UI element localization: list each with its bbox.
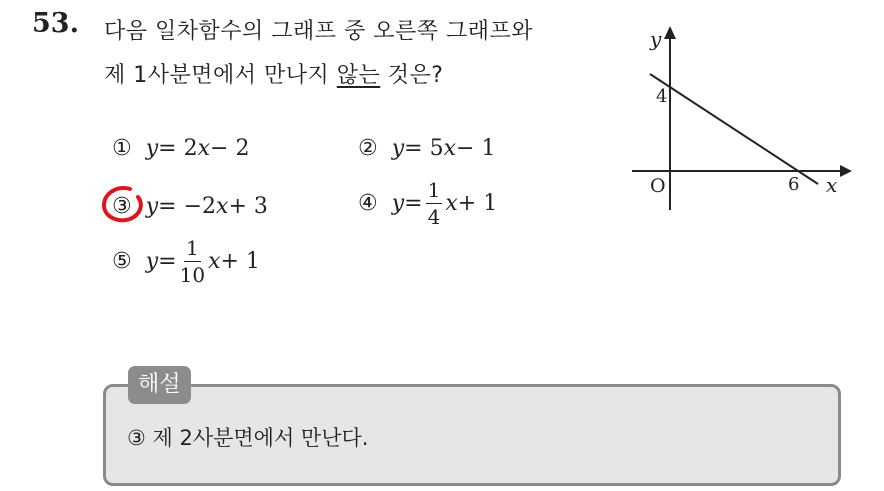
option-5-number: ⑤ (112, 249, 132, 274)
question-number: 53. (32, 8, 79, 39)
option-4-numerator: 1 (427, 178, 441, 202)
option-4 (358, 180, 497, 227)
coordinate-graph (628, 24, 853, 214)
option-2-const: − 1 (456, 136, 496, 161)
option-1-number: ① (112, 136, 132, 161)
option-3-const: + 3 (228, 194, 268, 219)
option-5-fraction (180, 238, 205, 285)
option-3-coef: = −2 (158, 194, 217, 219)
option-5-denominator: 10 (179, 263, 206, 287)
option-4-fraction (426, 180, 443, 227)
question-line-2-end: 것은? (380, 63, 444, 88)
option-2 (358, 136, 495, 161)
option-4-equals: = (404, 191, 423, 216)
option-1 (112, 136, 249, 161)
option-4-var: x (445, 191, 458, 216)
x-axis-label: x (826, 173, 838, 197)
question-line-1: 다음 일차함수의 그래프 중 오른쪽 그래프와 (104, 19, 534, 44)
x-intercept-label: 6 (788, 174, 800, 195)
option-4-const: + 1 (457, 191, 498, 216)
option-1-lhs: y (145, 136, 159, 161)
option-5-lhs: y (145, 249, 159, 274)
option-1-coef: = 2 (158, 136, 198, 161)
origin-label: O (650, 175, 666, 197)
option-2-coef: = 5 (404, 136, 444, 161)
option-4-denominator: 4 (427, 205, 441, 229)
option-3-lhs: y (145, 194, 159, 219)
option-5-const: + 1 (220, 249, 260, 274)
option-1-var: x (197, 136, 211, 161)
option-4-lhs: y (391, 191, 405, 216)
answer-circle-mark (100, 183, 148, 227)
question-line-2 (104, 58, 443, 89)
option-3-number: ③ (112, 194, 132, 219)
y-intercept-label: 4 (656, 86, 668, 107)
option-1-const: − 2 (210, 136, 250, 161)
option-5-equals: = (158, 249, 177, 274)
option-2-var: x (443, 136, 457, 161)
underlined-word: 않는 (336, 63, 381, 88)
option-5 (112, 238, 260, 285)
option-3-var: x (216, 194, 229, 219)
option-5-numerator: 1 (185, 236, 199, 260)
option-2-lhs: y (391, 136, 405, 161)
explanation-text: ③ 제 2사분면에서 만난다. (127, 426, 369, 450)
question-line-2-text: 제 1사분면에서 만나지 (104, 63, 337, 88)
option-5-var: x (208, 249, 221, 274)
y-axis-label: y (650, 27, 662, 51)
explanation-tag: 해설 (128, 366, 191, 404)
y-axis (664, 26, 676, 210)
option-4-number: ④ (358, 191, 378, 216)
option-2-number: ② (358, 136, 378, 161)
graph-line (650, 74, 818, 184)
